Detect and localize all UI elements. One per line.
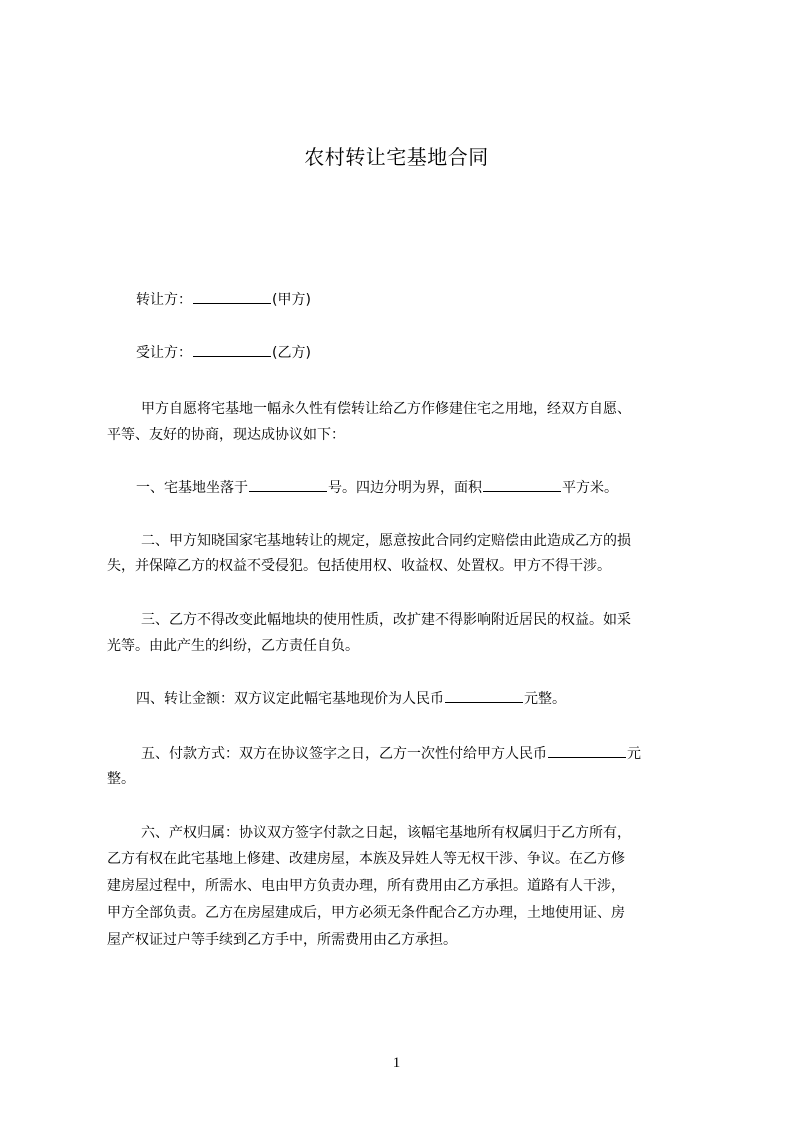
contract-title: 农村转让宅基地合同 [304, 145, 489, 169]
transferor-label: 转让方： [136, 292, 192, 308]
clause-6-line-3: 建房屋过程中，所需水、电由甲方负责办理，所有费用由乙方承担。道路有人干涉， [107, 878, 625, 894]
clause-4-part-1: 四、转让金额：双方议定此幅宅基地现价为人民币 [136, 691, 444, 707]
transferor-blank [193, 289, 271, 304]
clause-3-line-2: 光等。由此产生的纠纷，乙方责任自负。 [107, 638, 359, 654]
clause-1 [136, 475, 618, 502]
transferor-line [136, 287, 311, 314]
clause-3-line-1: 三、乙方不得改变此幅地块的使用性质，改扩建不得影响附近居民的权益。如采 [141, 612, 631, 628]
intro-line-1: 甲方自愿将宅基地一幅永久性有偿转让给乙方作修建住宅之用地，经双方自愿、 [141, 401, 631, 417]
intro-line-2: 平等、友好的协商，现达成协议如下： [107, 427, 345, 443]
clause-1-part-3: 平方米。 [562, 480, 618, 496]
clause-2-line-2: 失，并保障乙方的权益不受侵犯。包括使用权、收益权、处置权。甲方不得干涉。 [107, 558, 611, 574]
clause-6-line-2: 乙方有权在此宅基地上修建、改建房屋，本族及异姓人等无权干涉、争议。在乙方修 [107, 851, 625, 867]
clause-5-line-2: 整。 [107, 771, 135, 787]
transferee-suffix: (乙方) [272, 345, 311, 361]
clause-5-part-1: 五、付款方式：双方在协议签字之日，乙方一次性付给甲方人民币 [141, 746, 547, 762]
clause-5-part-2: 元 [627, 746, 641, 762]
clause-1-part-2: 号。四边分明为界，面积 [328, 480, 482, 496]
price-blank [445, 688, 523, 703]
clause-2-line-1: 二、甲方知晓国家宅基地转让的规定，愿意按此合同约定赔偿由此造成乙方的损 [141, 533, 631, 549]
clause-6-line-5: 屋产权证过户等手续到乙方手中，所需费用由乙方承担。 [107, 932, 457, 948]
location-blank [249, 477, 327, 492]
transferee-blank [193, 342, 271, 357]
clause-1-part-1: 一、宅基地坐落于 [136, 480, 248, 496]
clause-4-part-2: 元整。 [524, 691, 566, 707]
clause-6-line-1: 六、产权归属：协议双方签字付款之日起，该幅宅基地所有权属归于乙方所有， [141, 825, 631, 841]
clause-5-line-1 [141, 741, 641, 768]
transferee-line [136, 340, 311, 367]
transferor-suffix: (甲方) [272, 292, 311, 308]
area-blank [483, 477, 561, 492]
clause-4 [136, 686, 566, 713]
transferee-label: 受让方： [136, 345, 192, 361]
payment-blank [548, 743, 626, 758]
clause-6-line-4: 甲方全部负责。乙方在房屋建成后，甲方必须无条件配合乙方办理，土地使用证、房 [107, 905, 625, 921]
page-number: 1 [392, 1055, 401, 1071]
